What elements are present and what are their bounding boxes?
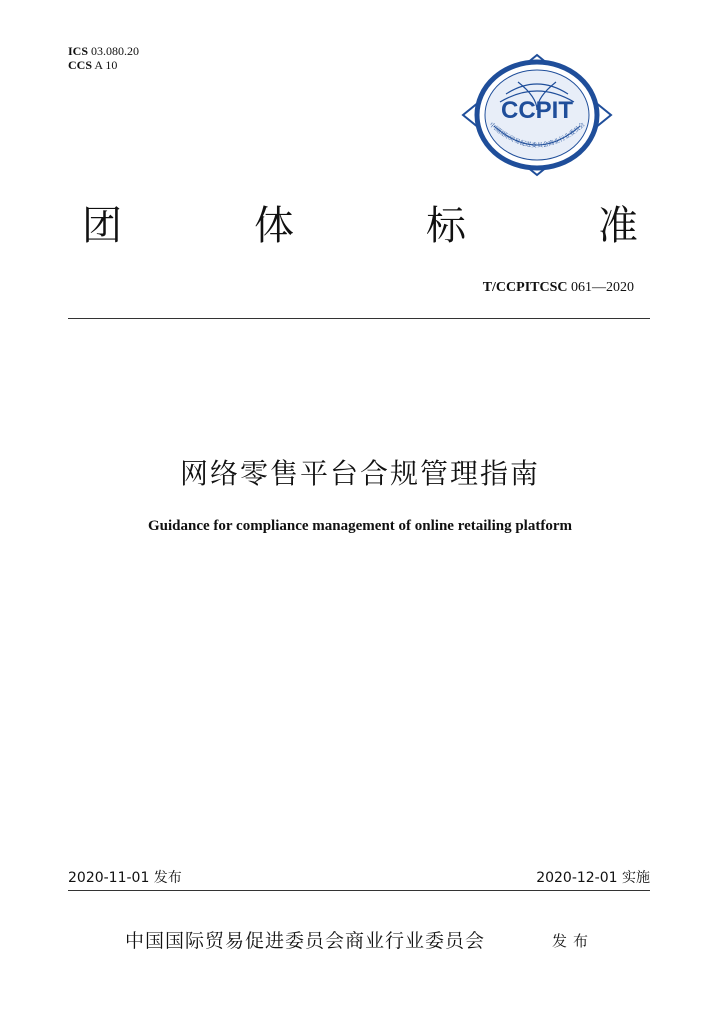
issuer: 中国国际贸易促进委员会商业行业委员会 [125, 930, 486, 952]
title-chinese: 网络零售平台合规管理指南 [179, 457, 540, 490]
issue-date: 2020-11-01 发布 [68, 870, 182, 886]
bottom-divider [68, 890, 650, 891]
logo-ring-text: 中国国际贸易促进委员会商业行业委员会 [487, 121, 587, 150]
issue-word: 发布 [552, 932, 595, 950]
classification-codes [68, 44, 139, 72]
ccpit-logo-icon [460, 52, 614, 178]
title-english: Guidance for compliance management of online retailing platform [148, 518, 572, 534]
doc-type-char: 准 [598, 203, 638, 249]
doc-type-char: 体 [254, 203, 294, 249]
top-divider [68, 318, 650, 319]
doc-type-char: 团 [82, 203, 122, 249]
ics-code: ICS 03.080.20 [68, 44, 140, 58]
standard-number: T/CCPITCSC 061—2020 [482, 280, 634, 295]
document-type [68, 200, 650, 252]
logo-text: CCPIT [501, 97, 573, 124]
doc-type-char: 标 [426, 203, 466, 249]
effective-date: 2020-12-01 实施 [536, 870, 650, 886]
ccs-code: CCS A 10 [68, 58, 118, 72]
